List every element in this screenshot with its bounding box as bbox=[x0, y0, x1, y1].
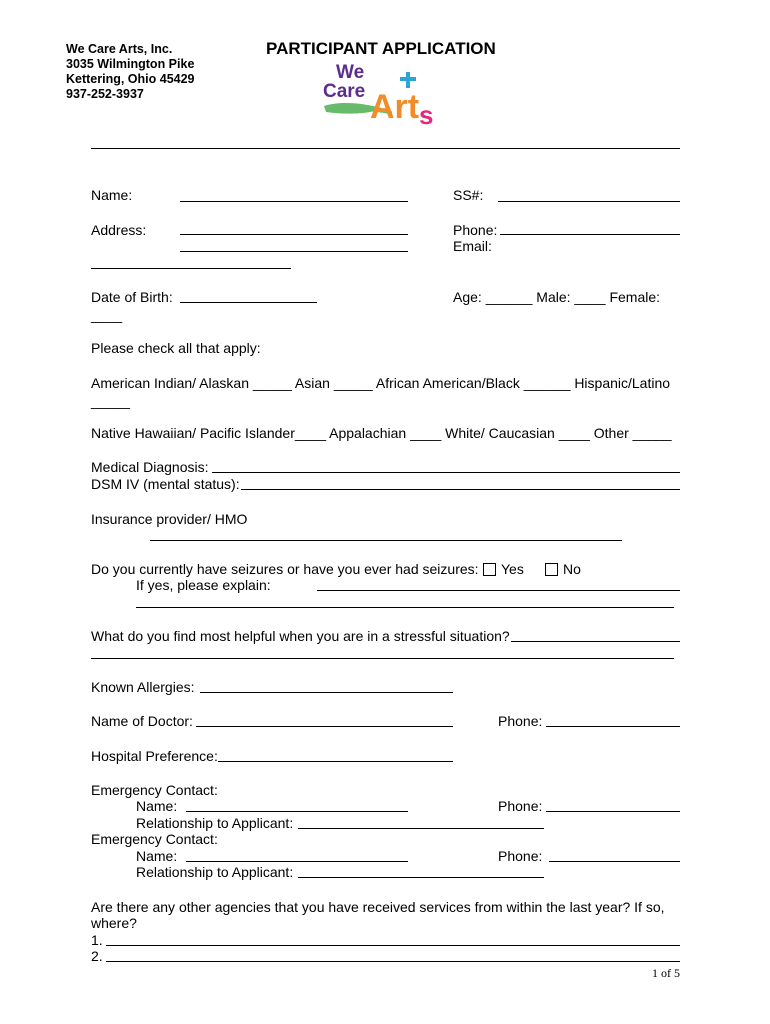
page-number: 1 of 5 bbox=[652, 966, 680, 980]
age-gender-label: Age: ______ Male: ____ Female: bbox=[453, 289, 661, 305]
ethnicity-prompt: Please check all that apply: bbox=[91, 340, 261, 356]
phone-label: Phone: bbox=[453, 222, 498, 238]
ethnicity-row-1-continued: _____ bbox=[91, 393, 130, 409]
we-care-arts-logo bbox=[322, 60, 442, 130]
emergency-relationship-2-label: Relationship to Applicant: bbox=[136, 864, 294, 880]
doctor-field[interactable] bbox=[196, 726, 453, 727]
hospital-field[interactable] bbox=[218, 761, 453, 762]
agency-item-1-label: 1. bbox=[91, 932, 103, 948]
org-phone: 937-252-3937 bbox=[66, 87, 144, 101]
agencies-question-line-1: Are there any other agencies that you have received services from within the last year? If so, bbox=[91, 899, 665, 915]
address-label: Address: bbox=[91, 222, 147, 238]
phone-field[interactable] bbox=[500, 234, 680, 235]
doctor-phone-field[interactable] bbox=[546, 726, 680, 727]
stress-field-2[interactable] bbox=[91, 658, 674, 659]
email-label: Email: bbox=[453, 238, 492, 254]
doctor-label: Name of Doctor: bbox=[91, 713, 193, 729]
agency-item-2-field[interactable] bbox=[106, 961, 680, 962]
emergency-relationship-1-label: Relationship to Applicant: bbox=[136, 815, 294, 831]
org-name: We Care Arts, Inc. bbox=[66, 42, 173, 56]
seizures-explain-field-1[interactable] bbox=[317, 590, 680, 591]
org-street: 3035 Wilmington Pike bbox=[66, 57, 195, 71]
emergency-name-2-field[interactable] bbox=[186, 861, 408, 862]
allergies-label: Known Allergies: bbox=[91, 679, 195, 695]
logo-we-text: We bbox=[336, 62, 365, 83]
ssn-label: SS#: bbox=[453, 187, 484, 203]
stress-field-1[interactable] bbox=[511, 641, 680, 642]
name-field[interactable] bbox=[180, 201, 408, 202]
emergency-heading-2: Emergency Contact: bbox=[91, 831, 218, 847]
emergency-name-2-label: Name: bbox=[136, 848, 178, 864]
seizures-no-label: No bbox=[563, 561, 581, 577]
address-field-2[interactable] bbox=[180, 251, 408, 252]
stress-question: What do you find most helpful when you are in a stressful situation? bbox=[91, 628, 510, 644]
emergency-phone-2-field[interactable] bbox=[549, 861, 680, 862]
agencies-question-line-2: where? bbox=[91, 915, 137, 931]
emergency-phone-1-label: Phone: bbox=[498, 798, 543, 814]
seizures-explain-label: If yes, please explain: bbox=[136, 577, 271, 593]
emergency-name-1-label: Name: bbox=[136, 798, 178, 814]
seizures-question: Do you currently have seizures or have you ever had seizures: bbox=[91, 561, 479, 577]
hospital-label: Hospital Preference: bbox=[91, 748, 218, 764]
medical-diagnosis-label: Medical Diagnosis: bbox=[91, 459, 209, 475]
dsm-label: DSM IV (mental status): bbox=[91, 476, 240, 492]
dob-label: Date of Birth: bbox=[91, 289, 173, 305]
insurance-label: Insurance provider/ HMO bbox=[91, 511, 248, 527]
logo-care-text: Care bbox=[323, 81, 366, 102]
address-field-3[interactable] bbox=[91, 268, 291, 269]
agency-item-2-label: 2. bbox=[91, 948, 103, 964]
emergency-relationship-2-field[interactable] bbox=[298, 877, 544, 878]
seizures-explain-field-2[interactable] bbox=[136, 607, 674, 608]
header-divider bbox=[91, 148, 680, 149]
seizures-no-checkbox[interactable] bbox=[545, 563, 558, 576]
emergency-phone-2-label: Phone: bbox=[498, 848, 543, 864]
ssn-field[interactable] bbox=[498, 201, 680, 202]
address-field-1[interactable] bbox=[180, 234, 408, 235]
ethnicity-row-1: American Indian/ Alaskan _____ Asian _____ African American/Black ______ Hispanic/Latino bbox=[91, 375, 671, 391]
medical-diagnosis-field[interactable] bbox=[212, 472, 680, 473]
seizures-yes-label: Yes bbox=[501, 561, 524, 577]
emergency-phone-1-field[interactable] bbox=[546, 811, 680, 812]
insurance-field[interactable] bbox=[150, 540, 622, 541]
logo-art-text: Art bbox=[370, 88, 420, 126]
name-label: Name: bbox=[91, 187, 133, 203]
doctor-phone-label: Phone: bbox=[498, 713, 543, 729]
seizures-yes-checkbox[interactable] bbox=[483, 563, 496, 576]
org-city: Kettering, Ohio 45429 bbox=[66, 72, 195, 86]
page-title: PARTICIPANT APPLICATION bbox=[266, 39, 496, 58]
dob-field[interactable] bbox=[180, 302, 317, 303]
age-gender-continued: ____ bbox=[91, 307, 123, 323]
dsm-field[interactable] bbox=[241, 489, 680, 490]
ethnicity-row-2: Native Hawaiian/ Pacific Islander____ Appalachian ____ White/ Caucasian ____ Other _____ bbox=[91, 425, 672, 441]
emergency-relationship-1-field[interactable] bbox=[298, 828, 544, 829]
agency-item-1-field[interactable] bbox=[106, 945, 680, 946]
allergies-field[interactable] bbox=[200, 692, 453, 693]
emergency-heading-1: Emergency Contact: bbox=[91, 782, 218, 798]
logo-s-text: s bbox=[419, 100, 434, 130]
emergency-name-1-field[interactable] bbox=[186, 811, 408, 812]
